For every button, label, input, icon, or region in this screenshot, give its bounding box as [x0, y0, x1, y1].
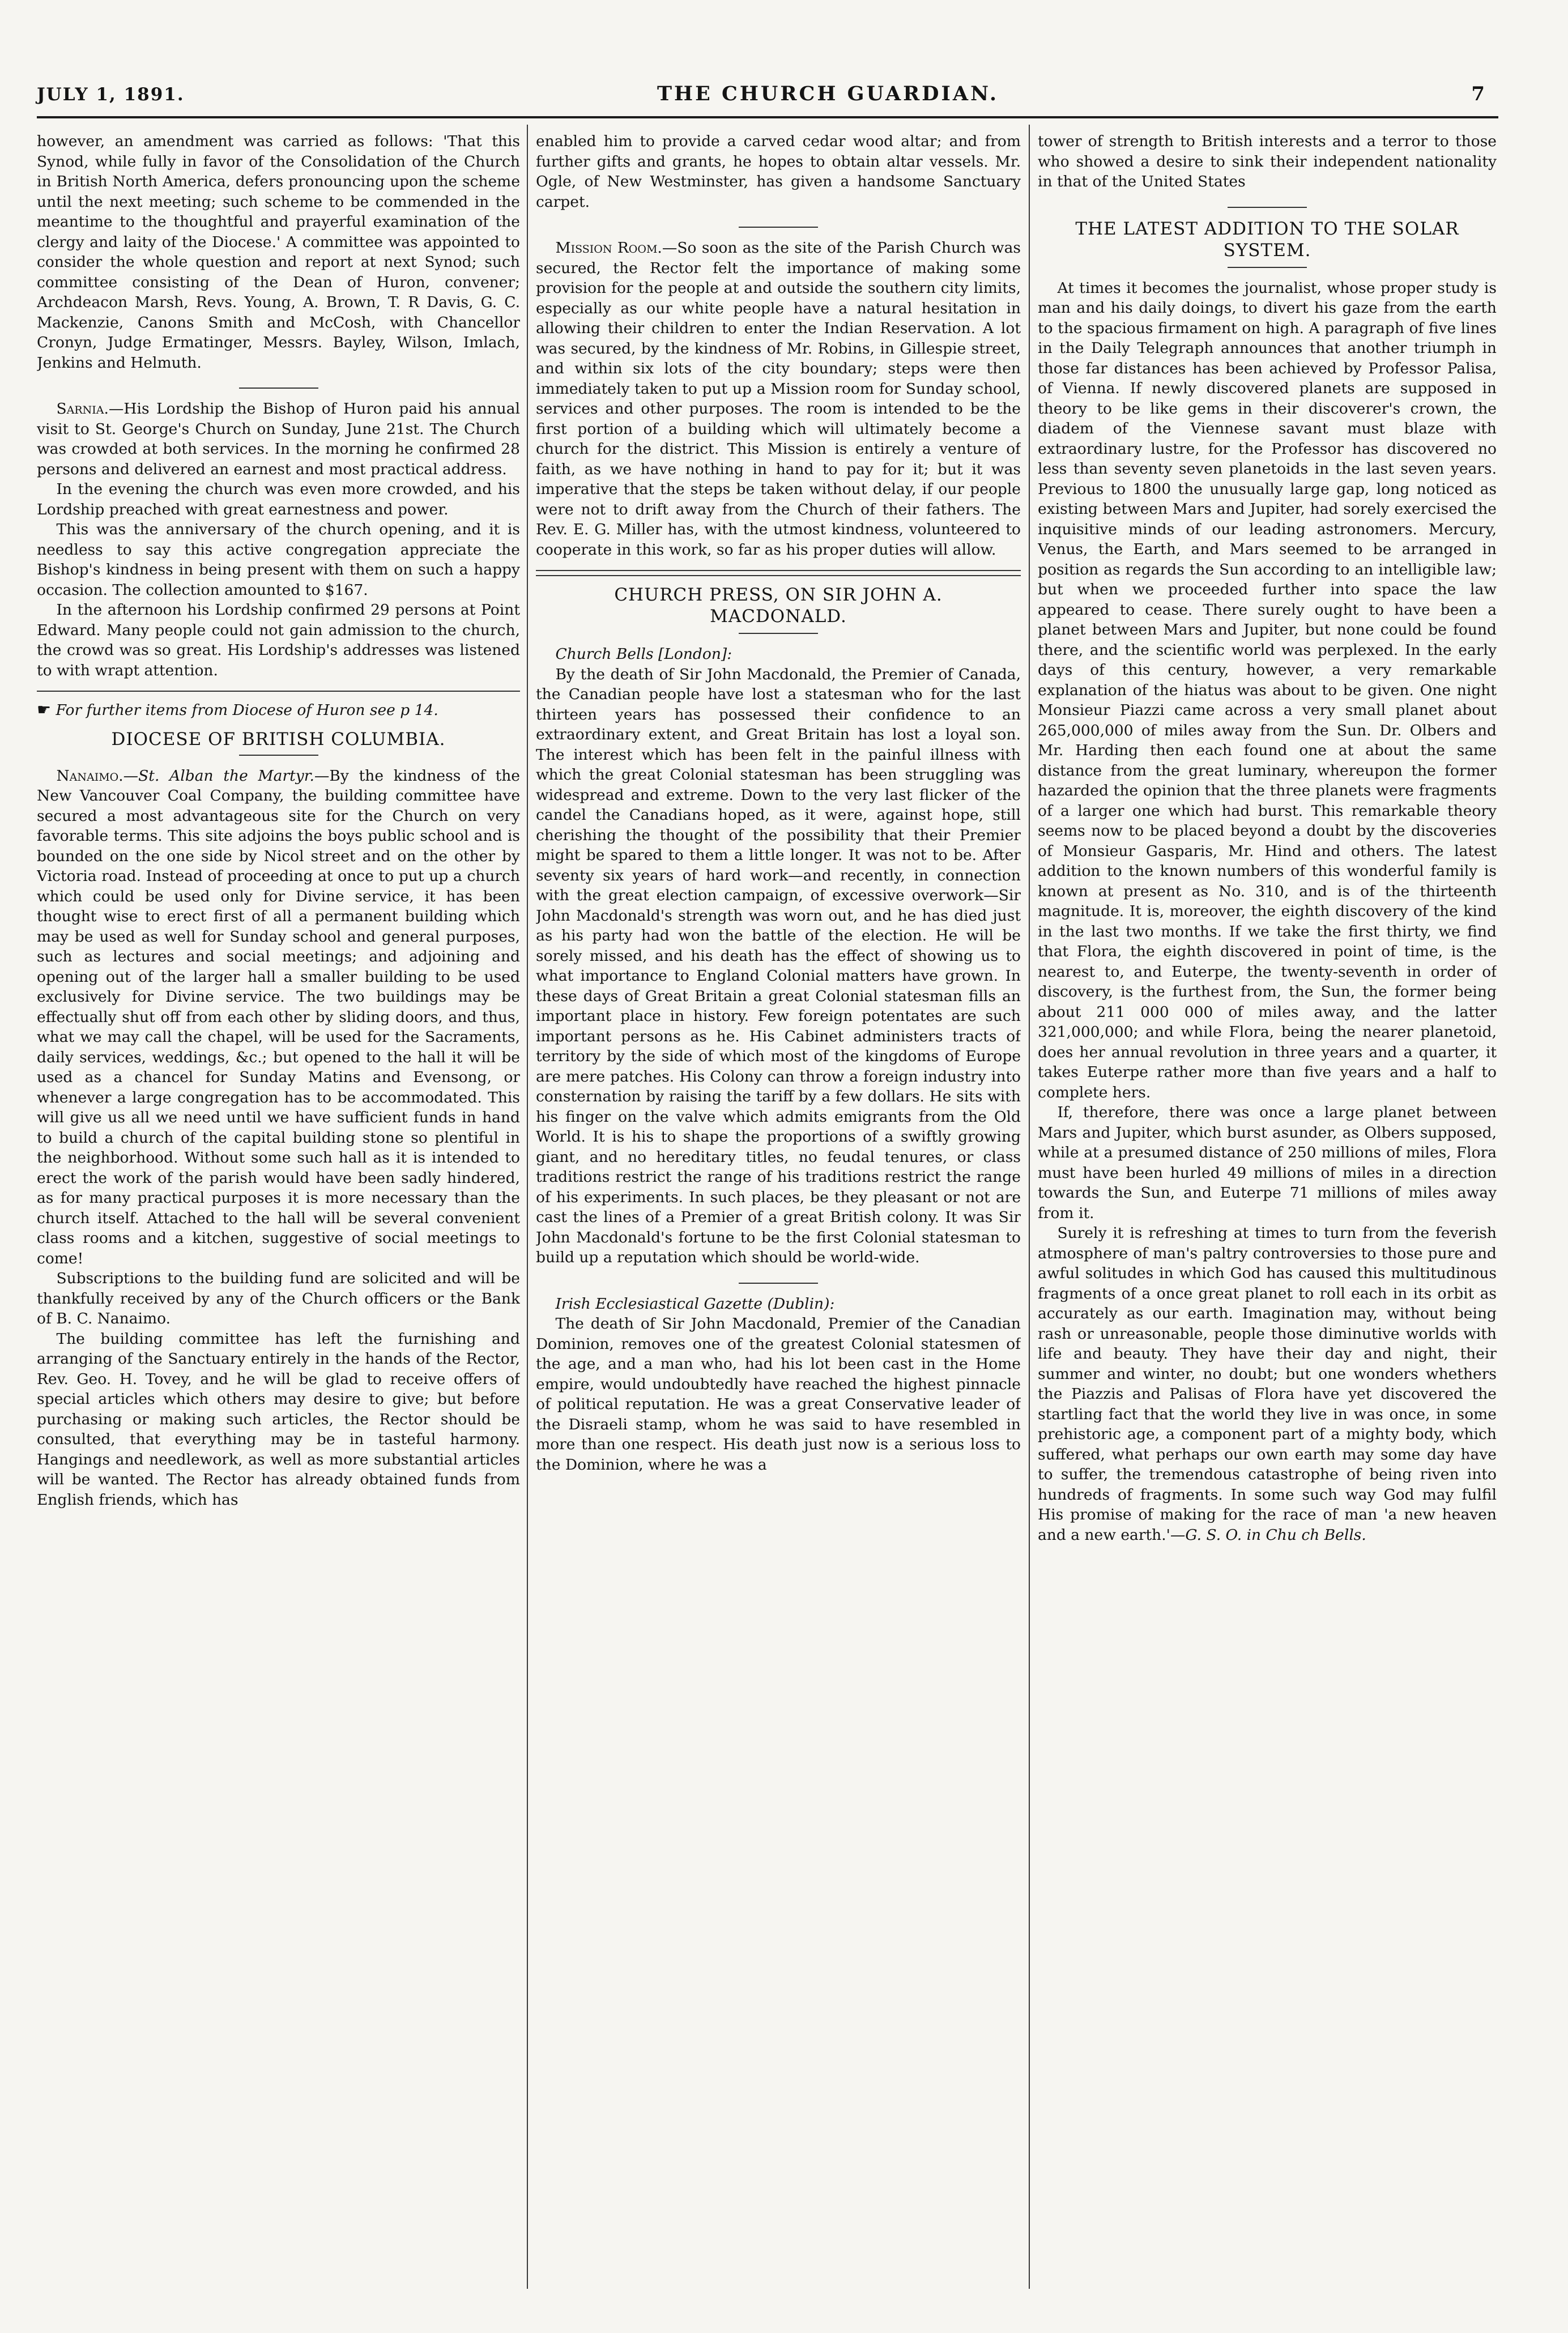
article-paragraph: however, an amendment was carried as follows: 'That this Synod, while fully in favor of the Consolidation of the Church in British North America, defers pronouncing upon the scheme until the next meeting; such scheme to be commended in the meantime to the thoughtful and prayerful examination of the clergy and laity of the Diocese.' A committee was appointed to consider the whole question and report at next Synod; such committee consisting of the Dean of Huron, convener; Archdeacon Marsh, Revs. Young, A. Brown, T. R Davis, G. C. Mackenzie, Canons Smith and McCosh, with Chancellor Cronyn, Judge Ermatinger, Messrs. Bayley, Wilson, Imlach, Jenkins and Helmuth. — [37, 133, 520, 372]
paragraph-text: —So soon as the site of the Parish Church was secured, the Rector felt the importance of making some provision for the people at and outside the southern city limits, especially as our white people have a natural hesitation in allowing their children to enter the Indian Reservation. A lot was secured, by the kindness of Mr. Robins, in Gillespie street, and within six lots of the city boundary; steps were then immediately taken to put up a Mission room for Sunday school, services and other purposes. The room is intended to be the first portion of a building which will ultimately become a church for the district. This Mission is entirely a venture of faith, as we have nothing in hand to pay for it; but it was imperative that the steps be taken without delay, if our people were not to drift away from the Church of their fathers. The Rev. E. G. Miller has, with the utmost kindness, volunteered to cooperate in this work, so far as his proper duties will allow. — [536, 239, 1021, 559]
paragraph-text: —By the kindness of the New Vancouver Coal Company, the building committee have secured a most advantageous site for the Church on very favorable terms. This site adjoins the boys public school and is bounded on the one side by Nicol street and on the other by Victoria road. Instead of proceeding at once to put up a church which could be used only for Divine service, it has been thought wise to erect first of all a permanent building which may be used as well for Sunday school and general purposes, such as lectures and social meetings; and adjoining and opening out of the larger hall a smaller building to be used exclusively for Divine service. The two buildings may be effectually shut off from each other by sliding doors, and thus, what we may call the chapel, will be used for the Sacraments, daily services, weddings, &c.; but opened to the hall it will be used as a chancel for Sunday Matins and Evensong, or whenever a large congregation has to be accommodated. This will give us all we need until we have sufficient funds in hand to build a church of the capital building stone so plentiful in the neighborhood. Without some such hall as it is intended to erect the work of the parish would have been sadly hindered, as for many practical purposes it is more necessary than the church itself. Attached to the hall will be several convenient class rooms and a kitchen, suggestive of social meetings to come! — [37, 767, 520, 1267]
dateline: Mission Room. — [555, 239, 662, 257]
issue-date: JULY 1, 1891. — [37, 84, 185, 105]
section-rule — [739, 1283, 818, 1284]
page-header — [37, 82, 1498, 118]
paragraph-text: Surely it is refreshing at times to turn from the feverish atmosphere of man's paltry controversies to those pure and awful solitudes in which God has caused this multitudinous fragments of a once great planet to roll each in its orbit as accurately as our earth. Imagination may, without being rash or unreasonable, people those diminutive worlds with life and beauty. They have their day and night, their summer and winter, no doubt; but one wonders whethers the Piazzis and Palisas of Flora have yet discovered the startling fact that the world they live in was once, in some prehistoric age, a component part of a mighty body, which suffered, what perhaps our own earth may some day have to suffer, the tremendous catastrophe of being riven into hundreds of fragments. In some such way God may fulfil His promise of making for the race of man 'a new heaven and a new earth.' — [1038, 1224, 1497, 1544]
column-divider — [1029, 125, 1030, 2289]
article-paragraph — [37, 766, 520, 1269]
source-citation: Irish Ecclesiastical Gazette (Dublin): — [555, 1295, 835, 1313]
source-citation: Church Bells [London]: — [555, 645, 732, 663]
dateline: Nanaimo. — [56, 767, 123, 785]
article-paragraph — [37, 399, 520, 479]
column-3 — [1038, 131, 1497, 2307]
article-paragraph: In the afternoon his Lordship confirmed 29 persons at Point Edward. Many people could not gain admission to the church, the crowd was so great. His Lordship's addresses was listened to with wrapt attention. — [37, 601, 520, 679]
column-2 — [536, 131, 1021, 2307]
section-rule — [739, 227, 818, 228]
column-divider — [527, 125, 528, 2289]
article-paragraph: If, therefore, there was once a large planet between Mars and Jupiter, which burst asunder, as Olbers supposed, while at a presumed distance of 250 millions of miles, Flora must have been hurled 49 millions of miles in a direction towards the Sun, and Euterpe 71 millions of miles away from it. — [1038, 1104, 1497, 1222]
section-rule — [739, 633, 818, 634]
section-heading: DIOCESE OF BRITISH COLUMBIA. — [111, 729, 446, 750]
article-paragraph: In the evening the church was even more crowded, and his Lordship preached with great earnestness and power. — [37, 480, 520, 518]
article-paragraph — [536, 238, 1021, 560]
column-1 — [37, 131, 520, 2307]
section-rule — [37, 691, 520, 692]
article-paragraph: This was the anniversary of the church opening, and it is needless to say this active congregation appreciate the Bishop's kindness in being present with them on such a happy occasion. The collection amounted to $167. — [37, 521, 520, 599]
article-paragraph: The death of Sir John Macdonald, Premier of the Canadian Dominion, removes one of the greatest Colonial statesmen of the age, and a man who, had his lot been cast in the Home empire, would undoubtedly have reached the highest pinnacle of political reputation. He was a great Conservative leader of the Disraeli stamp, whom he was said to have resembled in more than one respect. His death just now is a serious loss to the Dominion, where he was a — [536, 1315, 1021, 1474]
article-paragraph: At times it becomes the journalist, whose proper study is man and his daily doings, to divert his gaze from the earth to the spacious firmament on high. A paragraph of five lines in the Daily Telegraph announces that another triumph in those far distances has been achieved by Professor Palisa, of Vienna. If newly discovered planets are supposed in theory to be like gems in their discoverer's crown, the diadem of the Viennese savant must blaze with extraordinary lustre, for the Professor has discovered no less than seventy seven planetoids in the last seven years. Previous to 1800 the unusually large gap, long noticed as existing between Mars and Jupiter, had sorely exercised the inquisitive minds of our leading astronomers. Mercury, Venus, the Earth, and Mars seemed to be arranged in position as regards the Sun according to an intelligible law; but when we proceeded further into space the law appeared to cease. There surely ought to have been a planet between Mars and Jupiter, but none could be found there, and the scientific world was perplexed. In the early days of this century, however, a very remarkable explanation of the hiatus was about to be given. One night Monsieur Piazzi came across a very small planet about 265,000,000 of miles away from the Sun. Dr. Olbers and Mr. Harding then each found one at about the same distance from the great luminary, whereupon the former hazarded the opinion that the three planets were fragments of a larger one which had burst. This remarkable theory seems now to be placed beyond a doubt by the discoveries of Monsieur Gasparis, Mr. Hind and others. The latest addition to the known numbers of this wonderful family is known at present as No. 310, and is of the thirteenth magnitude. It is, moreover, the eighth discovery of the kind in the last two months. If we take the first thirty, we find that Flora, the eighth discovered in point of time, is the nearest to, and Euterpe, the twenty-seventh in order of discovery, is the furthest from, the Sun, the former being about 211 000 000 of miles away, and the latter 321,000,000; and while Flora, being the nearer planetoid, does her annual revolution in three years and a quarter, it takes Euterpe rather more than five years and a half to complete hers. — [1038, 279, 1497, 1101]
section-rule — [239, 388, 318, 389]
article-signature: —G. S. O. in Chu ch Bells. — [1170, 1526, 1366, 1544]
section-rule — [1228, 207, 1307, 208]
page-number: 7 — [1471, 83, 1486, 105]
dateline: Sarnia. — [56, 400, 109, 418]
double-rule — [536, 570, 1021, 576]
pointing-hand-icon: ☛ — [37, 700, 52, 719]
section-rule — [1228, 267, 1307, 268]
cross-reference-note — [37, 700, 520, 721]
article-paragraph: Subscriptions to the building fund are solicited and will be thankfully received by any of the Church officers or the Bank of B. C. Nanaimo. — [37, 1270, 520, 1327]
note-text: For further items from Diocese of Huron see p 14. — [56, 701, 438, 719]
section-heading: THE LATEST ADDITION TO THE SOLAR SYSTEM. — [1075, 218, 1459, 261]
article-paragraph: enabled him to provide a carved cedar wood altar; and from further gifts and grants, he hopes to obtain altar vessels. Mr. Ogle, of New Westminster, has given a handsome Sanctuary carpet. — [536, 133, 1021, 211]
article-paragraph — [1038, 1223, 1497, 1545]
masthead-title: THE CHURCH GUARDIAN. — [657, 82, 999, 105]
paragraph-text: —His Lordship the Bishop of Huron paid his annual visit to St. George's Church on Sunday, June 21st. The Church was crowded at both services. In the morning he confirmed 28 persons and delivered an earnest and most practical address. — [37, 400, 520, 478]
section-heading: CHURCH PRESS, ON SIR JOHN A. MACDONALD. — [614, 585, 943, 627]
article-paragraph: By the death of Sir John Macdonald, the Premier of Canada, the Canadian people have lost a statesman who for the last thirteen years has possessed their confidence to an extraordinary extent, and Great Britain has lost a loyal son. The interest which has been felt in the painful illness with which the great Colonial statesman has been struggling was widespread and extreme. Down to the very last flicker of the candel the Canadians hoped, as it were, against hope, still cherishing the thought of the possibility that their Premier might be spared to them a little longer. It was not to be. After seventy six years of hard work—and recently, in connection with the great election campaign, of excessive overwork—Sir John Macdonald's strength was worn out, and he has died just as his party had won the battle of the election. He will be sorely missed, and his death has the effect of showing us to what importance to England Colonial matters have grown. In these days of Great Britain a great Colonial statesman fills an important place in history. Few foreign potentates are such important persons as he. His Cabinet administers tracts of territory by the side of which most of the kingdoms of Europe are mere patches. His Colony can throw a foreign industry into consternation by raising the tariff by a few dollars. He sits with his finger on the valve which admits emigrants from the Old World. It is his to shape the proportions of a swiftly growing giant, and no hereditary titles, no feudal tenures, or class traditions restrict the range of his traditions restrict the range of his experiments. In such places, be they pleasant or not are cast the lines of a Premier of a great British colony. It was Sir John Macdonald's fortune to be the first Colonial statesman to build up a reputation which should be world-wide. — [536, 665, 1021, 1266]
article-paragraph: The building committee has left the furnishing and arranging of the Sanctuary entirely in the hands of the Rector, Rev. Geo. H. Tovey, and he will be glad to receive offers of special articles which others may desire to give; but before purchasing or making such articles, the Rector should be consulted, that everything may be in tasteful harmony. Hangings and needlework, as well as more substantial articles will be wanted. The Rector has already obtained funds from English friends, which has — [37, 1330, 520, 1509]
church-name: —St. Alban the Martyr. — [123, 767, 314, 785]
section-rule — [239, 755, 318, 756]
article-paragraph: tower of strength to British interests and a terror to those who showed a desire to sink their independent nationality in that of the United States — [1038, 133, 1497, 190]
